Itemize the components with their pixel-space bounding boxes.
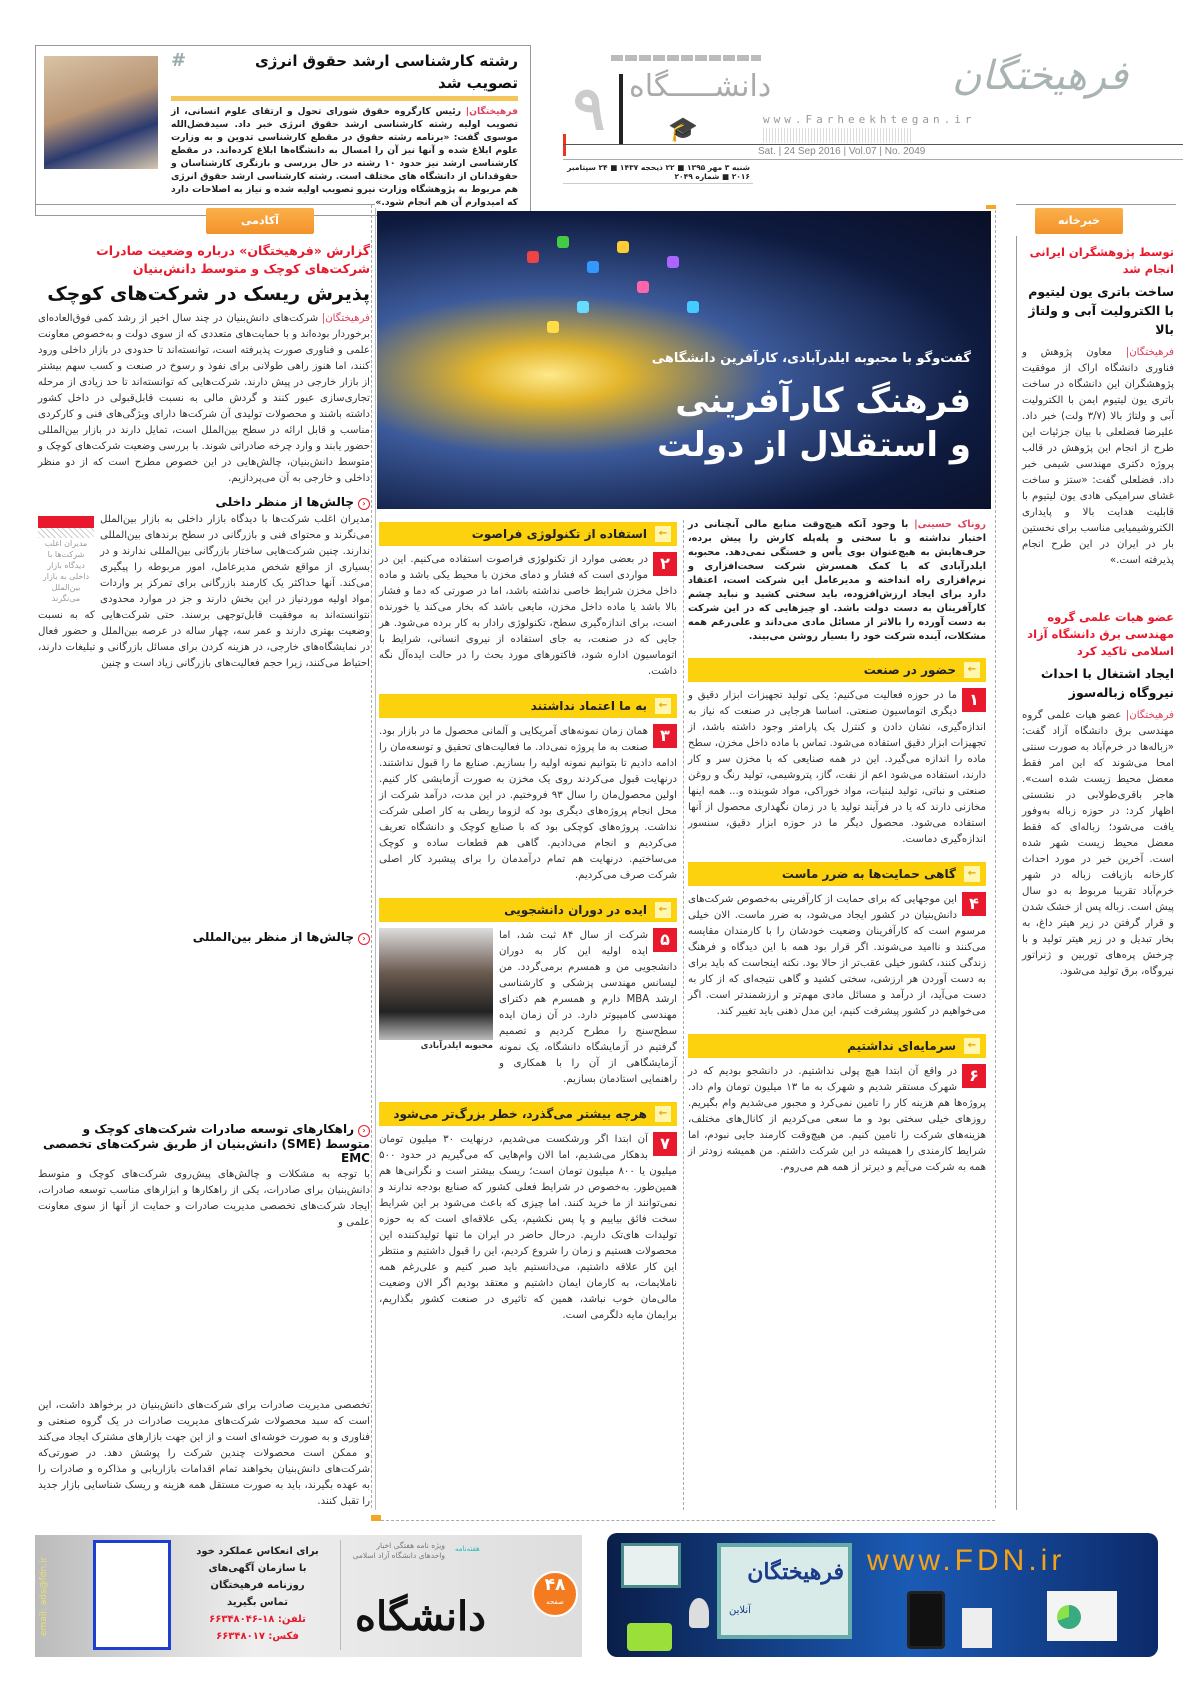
- section-body: [379, 1132, 677, 1324]
- fdn-url[interactable]: www.FDN.ir: [867, 1544, 1066, 1577]
- column-divider: [683, 520, 684, 1510]
- hero-image: [377, 211, 991, 509]
- article-closing: تخصصی مدیریت صادرات برای شرکت‌های دانش‌بنیان در برخواهد داشت، این است که سبد محصولات شرکت‌های مدیریت صادرات در یک گروه صنعتی و فناوری و به صورت خوشه‌ای است و از این جهت بازارهای مشترک ایجاد می‌کند و ممکن است محصولات چندین شرکت را پوشش دهد. در صورتی‌که شرکت‌های دانش‌بنیان بخواهند تمام اقدامات بازاریابی و مذاکره و صادرات را به عهده بگیرند، باید به صورت مستقل همه هزینه و ریسک شناسایی بازار جدید را تقبل کنند.: [38, 1400, 370, 1507]
- pullquote: [38, 516, 94, 604]
- chevron-icon: ‹: [358, 498, 370, 510]
- top-story-title: رشته کارشناسی ارشد حقوق انرژی تصویب شد: [254, 52, 518, 92]
- section-heading: [688, 658, 986, 682]
- newspaper-logo: فرهیختگان: [952, 53, 1128, 99]
- ad-email: email: ads@fdn.ir: [39, 1556, 49, 1636]
- chevron-icon: ‹: [358, 933, 370, 945]
- red-marker: [563, 134, 566, 156]
- heading-text: حضور در صنعت: [863, 663, 956, 677]
- app-icon: [557, 236, 569, 248]
- news-kicker: توسط پژوهشگران ایرانی انجام شد: [1029, 245, 1174, 276]
- ad-text: [185, 1543, 330, 1645]
- spacer: [38, 1231, 370, 1398]
- graduation-cap-icon: 🎓: [668, 115, 698, 143]
- heading-text: سرمایه‌ای نداشتیم: [847, 1039, 956, 1053]
- section-tag-news: [1035, 208, 1123, 234]
- laptop-icon: [621, 1543, 681, 1588]
- number-badge: ۲: [653, 552, 677, 576]
- section-heading: [379, 522, 677, 546]
- corner-mark: [986, 205, 996, 209]
- corner-mark: [371, 1515, 381, 1521]
- page-number: ۹: [573, 74, 606, 144]
- document-icon: [962, 1608, 992, 1648]
- dashed-frame: [995, 205, 996, 1508]
- section-text: شرکت از سال ۸۴ ثبت شد، اما ایده اولیه این کار به دوران دانشجویی من و همسرم برمی‌گردد. من لیسانس مهندسی پزشکی و کارشناسی ارشد MBA دارم و همسرم هم دکترای مهندسی کامپیوتر دارد. در آن زمان ایده سطح‌سنج را مطرح کردیم و تصمیم گرفتیم در آزمایشگاه دانشگاه، یک نمونه آزمایشگاهی از آن را با همکاری و راهنمایی استادمان بسازیم.: [499, 930, 677, 1085]
- right-column: [1022, 244, 1174, 980]
- ad-phone: تلفن: ۱۸-۶۶۳۴۸۰۴۶: [209, 1614, 306, 1625]
- divider: [171, 96, 518, 101]
- pages-label: صفحه: [546, 1598, 564, 1606]
- news-kicker: عضو هیات علمی گروه مهندسی برق دانشگاه آزاد اسلامی تاکید کرد: [1027, 610, 1174, 658]
- section-body: [379, 552, 677, 680]
- byline: روناک حسینی|: [914, 519, 986, 530]
- section-text: ما در حوزه فعالیت می‌کنیم: یکی تولید تجهیزات ابزار دقیق و دیگری اتوماسیون صنعتی. اساسا هرجایی در صنعت که نیاز به اندازه‌گیری، نشان دادن و کنترل یک پارامتر وجود داشته باشد، از تجهیزات ابزار دقیق استفاده می‌شود. تماس با ماده داخل مخزن، سطح ماده را اندازه می‌گیرد. این در همه صنایعی که با مخزن سر و کار دارند، استفاده می‌شود اعم از نفت، گاز، پتروشیمی، تولید رنگ و روغن صنعتی و نباتی، تولید لبنیات، مواد خوراکی، مواد شوینده و... همه اینها مخازنی دارند که یا در فرآیند تولید یا در زمان نگهداری محصول از آنها استفاده می‌شود. محصول دیگر ما در حوزه ابزار دقیق، سنسور اندازه‌گیری دماست.: [688, 690, 986, 845]
- spacer: [38, 672, 370, 922]
- section-title: دانشـــــگاه: [629, 69, 772, 104]
- news-title: ایجاد اشتغال با احداث نیروگاه زباله‌سوز: [1040, 666, 1174, 700]
- news-text: معاون پژوهش و فناوری دانشگاه اراک از موفقیت پژوهشگران این دانشگاه در ساخت باتری یون لیتیوم ایمن با الکترولیت آبی و ولتاژ بالا (۳/۷ ولت) خبر داد. علیرضا فضلعلی با بیان جزئیات این طرح از انجام این پژوهش در قالب پروژه دکتری مهندسی شیمی خبر داد. فضلعلی گفت: «ستز و ساخت غشای سرامیکی هادی یون لیتیوم با قابلیت هدایت بالا و پایداری الکتروشیمیایی مناسب برای نخستین بار در ایران در این طرح انجام پذیرفته است.»: [1022, 347, 1174, 566]
- section-heading: [688, 862, 986, 886]
- ad-line: برای انعکاس عملکرد خود: [196, 1546, 319, 1557]
- number-badge: ۶: [962, 1064, 986, 1088]
- user-icon: [689, 1598, 709, 1628]
- chevron-icon: ‹: [358, 1125, 370, 1137]
- portrait-photo: [44, 56, 158, 169]
- section-tag-academy: [206, 208, 314, 234]
- lead-text: با وجود آنکه هیچ‌وقت منابع مالی آنچنانی در اختیار نداشته و با سختی و پله‌پله کارش را پیش برده، حرف‌هایش به هیچ‌عنوان بوی یأس و خستگی نمی‌دهد. محبوبه ایلدرآبادی که با کمک همسرش شرکت سخت‌افزاری و نرم‌افزاری راه انداخته و مدیرعامل این شرکت است، اعتقاد دارد برای ایجاد ارزش‌افزوده، باید سختی کشید و نباید چشم کارآفرینان به دست دولت باشد. او چیزهایی که در این شرکت به دست آورده را بالاتر از مسائل مادی می‌داند و علی‌رغم همه مشکلات، آینده شرکت خود را بسیار روشن می‌بیند.: [688, 519, 986, 642]
- monitor-icon: [717, 1543, 852, 1639]
- divider: [619, 74, 623, 144]
- spacer: [38, 947, 370, 1114]
- number-badge: ۱: [962, 688, 986, 712]
- article-kicker: گزارش «فرهیختگان» درباره وضعیت صادرات شرکت‌های کوچک و متوسط دانش‌بنیان: [96, 243, 370, 276]
- photo-caption: محبوبه ایلدرآبادی: [420, 1041, 493, 1051]
- chart-window-icon: [1047, 1591, 1117, 1641]
- phone-icon: [627, 1623, 672, 1651]
- weekly-label: هفته‌نامه: [455, 1545, 480, 1553]
- section-heading: [379, 1102, 677, 1126]
- online-label: آنلاین: [729, 1605, 751, 1616]
- top-story-text: رئیس کارگروه حقوق شورای تحول و ارتقای علوم انسانی، از تصویب اولیه رشته کارشناسی ارشد حقوق انرژی خبر داد. سیدفضل‌الله موسوی گفت: «برنامه رشته حقوق در مقطع کارشناسی تدوین و به وزارت علوم ابلاغ شده و آنها نیز آن را امسال به دانشگاه‌ها ابلاغ کرده‌اند. در مقطع کارشناسی ارشد نیز حدود ۱۰ رشته در حال بررسی و بازنگری کارشناسان و حقوقدانان از دانشگاه های مختلف است. رشته کارشناسی ارشد حقوق انرژی هم مربوط به پژوهشگاه وزارت نیرو تصویب اولیه شده و نیاز به اصلاحات دارد که امیدوارم آن هم انجام شود.»: [171, 106, 519, 208]
- app-icon: [547, 321, 559, 333]
- news-body: [1022, 345, 1174, 569]
- heading-text: استفاده از تکنولوژی فراصوت: [471, 527, 647, 541]
- subheading: [38, 1122, 370, 1165]
- pages-count: ۴۸: [544, 1575, 566, 1595]
- section-text: در واقع آن ابتدا هیچ پولی نداشتیم. در دانشجو بودیم که در شهرک مستقر شدیم و شهرک به ما ۱۳ میلیون تومان وام داد. پروژه‌ها هم هزینه کار را تامین نمی‌کرد و مجبور می‌شدیم وام بگیریم. روزهای خیلی سختی بود و ما سعی می‌کردیم از کانال‌های مختلف، هزینه‌های شرکت را تامین کنیم. من هیچ‌وقت کارمند جایی نبودم، اما شرایط کارمندی را همیشه در این شرکت داشتم. من همیشه زودتر از همه به شرکت می‌آیم و دیرتر از همه هم می‌روم.: [688, 1066, 986, 1173]
- subheading: [38, 495, 370, 510]
- headline-line: و استقلال از دولت: [657, 425, 971, 465]
- divider: [35, 204, 375, 205]
- ad-line: روزنامه فرهیختگان: [210, 1580, 305, 1591]
- number-badge: ۴: [962, 892, 986, 916]
- body-text: مدیران اغلب شرکت‌ها با دیدگاه بازار داخلی به بازار بین‌الملل می‌نگرند و محتوای فنی و بازرگانی در سطح برندهای بین‌المللی ندارند. چنین شرکت‌هایی ساختار بازرگانی بین‌المللی ندارند و در بسیاری از مواقع شخص مدیرعامل، امور مربوطه را پیگیری می‌کند. آنها حداکثر یک کارمند بازرگانی برای تمرکز بر واردات مواد اولیه موردنیاز در این بخش دارند و جز در موارد محدودی نتوانسته‌اند به موفقیت قابل‌توجهی برسند. حتی شرکت‌هایی که به نسبت وضعیت بهتری دارند و عمر سه، چهار ساله در عرصه بین‌الملل و حضور فعال در نمایشگاه‌های خارجی، در هزینه کردن برای مسائل بازرگانی و تبلیغات دارند، احتیاط می‌کنند، زیرا حجم فعالیت‌های بازرگانی زیاد است و چنین: [38, 514, 370, 669]
- ad-line: با سازمان آگهی‌های: [208, 1563, 307, 1574]
- section-heading: [688, 1034, 986, 1058]
- section-body: [379, 928, 677, 1088]
- advertisement-fdn[interactable]: [607, 1533, 1158, 1657]
- main-lead: [688, 518, 986, 644]
- subheading: [38, 930, 370, 945]
- main-right-subcolumn: [688, 518, 986, 1176]
- tablet-icon: [907, 1591, 945, 1649]
- app-icon: [577, 301, 589, 313]
- news-title: ساخت باتری یون لیتیوم با الکترولیت آبی و ولتاژ بالا: [1028, 284, 1174, 337]
- pages-badge: [532, 1571, 578, 1617]
- divider: [563, 144, 1183, 145]
- news-text: عضو هیات علمی گروه مهندسی برق دانشگاه آزاد گفت: «زباله‌ها در خرم‌آباد به صورت سنتی امحا می‌شوند که این امر فقط معضل محیط زیست شده است». هاجر باقری‌طولابی در نشستی اظهار کرد: در حوزه زباله به‌وفور یافت می‌شود؛ زباله‌ای که فقط معضل محیط زیست شهر شده است. آخرین خبر در مورد احداث کارخانه بازیافت زباله در شهر خرم‌آباد تقریبا مربوط به دو سال پیش است. زباله پس از خشک شدن و قرار گرفتن در زیر هیتر داغ، به بخار تبدیل و در زیر هیتر تولید و با چرخش پره‌های توربین و ژنراتور نیروگاه، برق تولید می‌شود.: [1022, 710, 1174, 977]
- source-label: فرهیختگان|: [465, 106, 518, 117]
- english-date: Sat. | 24 Sep 2016 | Vol.07 | No. 2049: [758, 146, 926, 157]
- app-icon: [687, 301, 699, 313]
- divider: [340, 1540, 341, 1650]
- main-headline: [657, 379, 971, 467]
- ad-fax: فکس: ۶۶۳۴۸۰۱۷: [216, 1631, 299, 1642]
- heading-text: هرچه بیشتر می‌گذرد، خطر بزرگ‌تر می‌شود: [393, 1107, 647, 1121]
- number-badge: ۷: [653, 1132, 677, 1156]
- subheading-text: راهکارهای توسعه صادرات شرکت‌های کوچک و متوسط (SME) دانش‌بنیان از طریق شرکت‌های تخصصی EMC: [43, 1122, 370, 1166]
- decorative-stripes: [611, 55, 761, 61]
- article-title: پذیرش ریسک در شرکت‌های کوچک: [47, 283, 370, 305]
- photo-block: [379, 928, 493, 1053]
- hash-icon: #: [171, 50, 187, 71]
- pie-chart-icon: [1057, 1605, 1081, 1629]
- article-body: [38, 512, 370, 672]
- main-left-subcolumn: [379, 514, 677, 1324]
- section-heading: [379, 898, 677, 922]
- heading-text: گاهی حمایت‌ها به ضرر ماست: [781, 867, 956, 881]
- app-icon: [587, 261, 599, 273]
- persian-date: شنبه ۳ مهر ۱۳۹۵ ■ ۲۲ ذیحجه ۱۴۳۷ ■ ۲۴ سپتامبر ۲۰۱۶ ■ شماره ۲۰۴۹: [563, 161, 753, 184]
- number-badge: ۵: [653, 928, 677, 952]
- online-logo: فرهیختگان: [747, 1559, 844, 1585]
- source-label: فرهیختگان|: [321, 313, 370, 324]
- daneshgah-logo: دانشگاه: [355, 1593, 486, 1640]
- section-body: [688, 1064, 986, 1176]
- left-article: [38, 242, 370, 1510]
- decorative-lines: [763, 128, 913, 143]
- subheading-text: چالش‌ها از منظر داخلی: [215, 495, 354, 509]
- top-story-body: [171, 105, 518, 209]
- section-heading: [379, 694, 677, 718]
- masthead: [563, 49, 1183, 179]
- headline-line: فرهنگ کارآفرینی: [675, 381, 971, 421]
- dashed-frame: [371, 1520, 995, 1521]
- subheading-text: چالش‌ها از منظر بین‌المللی: [192, 930, 354, 945]
- number-badge: ۳: [653, 724, 677, 748]
- magazine-cover-thumbnail: [93, 1540, 171, 1650]
- section-body: [688, 688, 986, 848]
- column-divider: [375, 208, 376, 1510]
- column-border: [1016, 236, 1017, 1510]
- dashed-frame: [371, 205, 372, 1508]
- source-label: فرهیختگان|: [1125, 710, 1175, 721]
- section-text: آن ابتدا اگر ورشکست می‌شدیم، درنهایت ۳۰ میلیون تومان بدهکار می‌شدیم، اما الان وام‌هایی که می‌گیریم در حدود ۵۰۰ میلیون یا ۸۰۰ میلیون تومان است؛ ریسک بیشتر است و نگرانی‌ها هم همین‌طور. به‌خصوص در شرایط فعلی کشور که صنایع بودجه ندارند و نمی‌توانند از ما خرید کنند. اما چیزی که باعث می‌شود بر این شرایط سخت فائق بیاییم و پا پس نکشیم، یکی علاقه‌ای است که به حوزه تولیدات های‌تک داریم. درحال حاضر در ایران ما تنها تولیدکننده این محصولات هستیم و زمان را شروع کردیم، این را قبول داشتیم و منتظر این کار علاقه داشتیم، می‌دانستیم باید صبر کنیم و علی‌رغم همه ناملایمات، به کارمان ایمان داشتیم و معتقد بودیم اگر الان وضعیت مالی‌مان خوب نباشد، همین که تاثیری در صنعت کشور بگذاریم، برایمان مایه دلگرمی است.: [379, 1134, 677, 1321]
- red-block: [38, 516, 94, 528]
- source-label: فرهیختگان|: [1125, 347, 1174, 358]
- article-intro: [38, 311, 370, 487]
- divider: [1016, 204, 1176, 205]
- app-icon: [527, 251, 539, 263]
- section-text: همان زمان نمونه‌های آمریکایی و آلمانی محصول ما در بازار بود. صنعت به ما پروژه نمی‌داد. ما فعالیت‌های تحقیق و توسعه‌مان را ادامه دادیم تا بتوانیم نمونه اولیه را بسازیم. صنایع ما را قبول نداشتند. درنهایت قبول می‌کردند روی یک مخزن به صورت آزمایشی کار کنیم. اولین محصول‌مان را سال ۹۳ فروختیم. در این مدت، درآمد شرکت از محل انجام پروژه‌های دیگری بود که لزوما ربطی به کار اصلی شرکت نداشت. پروژه‌های کوچکی بود که با صنایع کوچک و دانشگاه تعریف می‌کردیم و انجام می‌دادیم. گاهی هم قطعات ساده و کوچک می‌ساختیم. درنهایت هم تمام درآمدمان را برای پیشبرد کار اصلی شرکت صرف می‌کردیم.: [379, 726, 677, 881]
- divider: [563, 159, 1183, 160]
- tag-label: آکادمی: [241, 214, 279, 227]
- section-text: این موجهایی که برای حمایت از کارآفرینی به‌خصوص شرکت‌های دانش‌بنیان در کشور ایجاد می‌شود، به ضرر ماست. الان خیلی مرسوم است که کارآفرینان وضعیت خودشان را با کارمندان مقایسه می‌کنند و ناامید می‌شوند. اگر قرار بود همه با این دیدگاه و فرهنگ زندگی کنند، کشور خیلی عقب‌تر از حالا بود. نکته اینجاست که باید برای به دست آوردن هر ارزشی، سختی کشید و گاهی نتیجه‌ای که از کار به دست می‌آید، از درآمد و مسائل مادی مهم‌تر و ارزشمندتر است. اگر می‌خواهیم در کشور پیشرفت کنیم، این مدل ذهنی باید تغییر کند.: [688, 894, 986, 1017]
- ad-tagline: ویژه نامه هفتگی اخبار واحدهای دانشگاه آزاد اسلامی: [352, 1541, 445, 1560]
- app-icon: [667, 256, 679, 268]
- section-text: در بعضی موارد از تکنولوژی فراصوت استفاده می‌کنیم. این در مواردی است که فشار و دمای مخزن با محیط یکی باشد و ماده داخل مخزن شرایط خاصی نداشته باشد، اما در صورتی که دما و فشار بالا باشد یا ماده داخل مخزن، مایعی باشد که بخار می‌کند یا خورنده است، برای اندازه‌گیری سطح، تکنولوژی رادار به کار برده می‌شود. هر جایی که در صنعت، به جای استفاده از نیروی انسانی، شرایط با اتوماسیون اداره شود، فاکتورهای مورد بحث را در حالت ایده‌آل نگه داشت.: [379, 554, 677, 677]
- heading-text: ایده در دوران دانشجویی: [504, 903, 647, 917]
- tag-label: خبرخانه: [1057, 214, 1101, 227]
- section-body: [379, 724, 677, 884]
- intro-text: شرکت‌های دانش‌بنیان در چند سال اخیر از رشد کمی فوق‌العاده‌ای برخوردار بوده‌اند و با حمایت‌های متعددی که از سوی دولت و به‌خصوص معاونت علمی و فناوری صورت پذیرفته است، توانسته‌اند تا حدودی در بازار داخلی ورود کنند، اما هنوز راهی طولانی برای نفوذ و رسوخ در صنعت و کسب سهم بیشتر از بازار خارجی در پیش دارند. شرکت‌هایی که توانسته‌اند تا حد زیادی از مرحله تجاری‌سازی عبور کنند و گردش مالی به نسبت قابل‌قبولی در داخل کشور داشته باشند و محصولات تولیدی آن شرکت‌ها دارای ویژگی‌های فنی و کارکردی مناسب و قابل ارائه در سطح بین‌الملل است، تمایل دارند در بازار بین‌المللی حضور یابند و وارد چرخه صادراتی شوند. با بررسی وضعیت شرکت‌های کوچک و متوسط دانش‌بنیان، چالش‌هایی در این خصوص مطرح است که از دو منظر داخلی و خارجی به آن می‌پردازیم.: [38, 313, 370, 484]
- interviewee-photo: [379, 928, 493, 1040]
- top-news-box: [35, 45, 531, 216]
- hatch: [38, 528, 94, 538]
- app-icon: [617, 241, 629, 253]
- heading-text: به ما اعتماد نداشتند: [530, 699, 647, 713]
- section-body: [688, 892, 986, 1020]
- news-body: [1022, 708, 1174, 980]
- ad-line: تماس بگیرید: [227, 1597, 288, 1608]
- advertisement-daneshgah[interactable]: [35, 1535, 582, 1657]
- app-icon: [637, 281, 649, 293]
- site-url: www.Farheekhtegan.ir: [763, 113, 976, 126]
- article-body: با توجه به مشکلات و چالش‌های پیش‌روی شرکت‌های کوچک و متوسط دانش‌بنیان برای صادرات، یکی از راهکارها و ابزارهای مناسب توسعه صادرات، ایجاد شرکت‌های تخصصی مدیریت صادرات و حمایت از آنها از سوی معاونت علمی و: [38, 1169, 370, 1229]
- interview-kicker: گفت‌وگو با محبوبه ایلدرآبادی، کارآفرین دانشگاهی: [651, 351, 971, 366]
- pullquote-text: مدیران اغلب شرکت‌ها با دیدگاه بازار داخلی به بازار بین‌الملل می‌نگرند: [42, 539, 90, 603]
